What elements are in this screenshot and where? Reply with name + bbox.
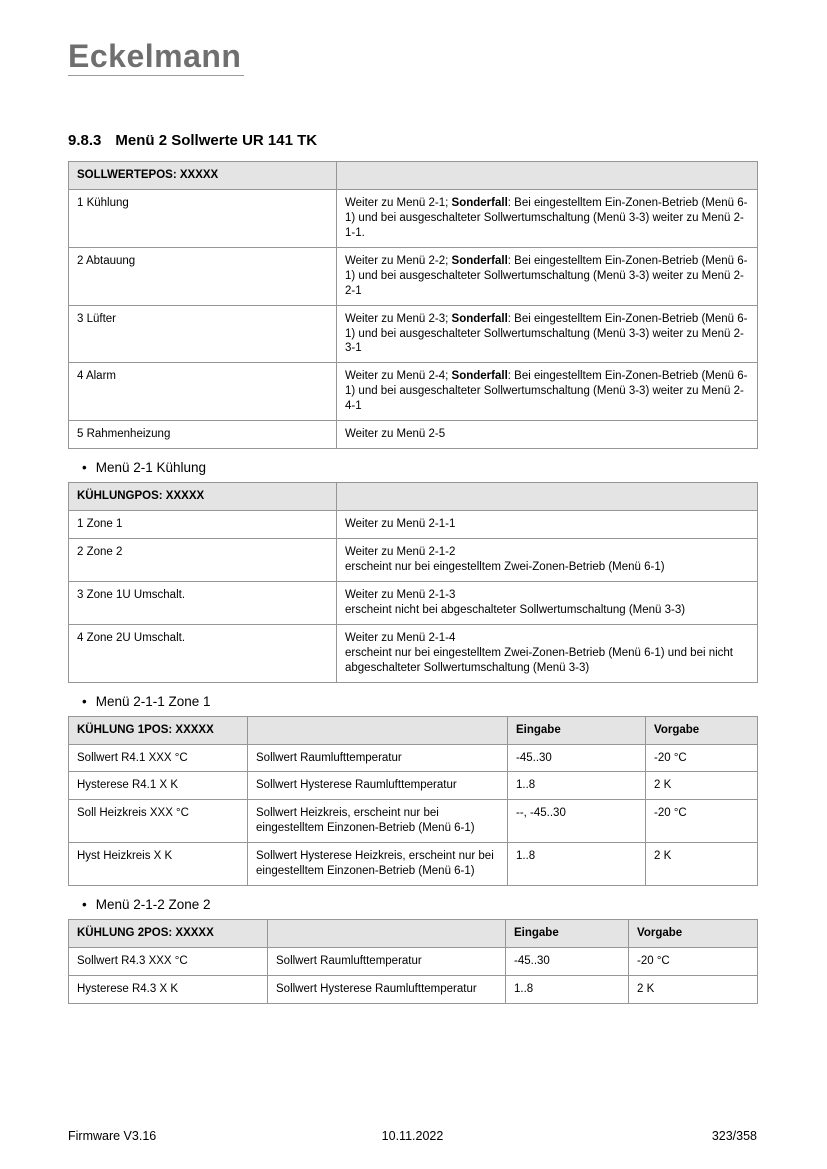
desc-text: Weiter zu Menü 2-5 [345, 428, 446, 441]
param-name: Hyst Heizkreis X K [69, 843, 248, 886]
table-header-empty [337, 483, 758, 511]
param-name: Sollwert R4.1 XXX °C [69, 744, 248, 772]
menu-item-description [337, 189, 758, 247]
menu-item-label: 2 Zone 2 [69, 539, 337, 582]
desc-text: Weiter zu Menü 2-2; [345, 254, 452, 267]
desc-text: : Bei eingestelltem Ein-Zonen-Betrieb (Menü 6-1) und bei ausgeschalteter Sollwertumschaltung (Menü 3-3) weiter zu Menü 2-4-1 [345, 370, 748, 413]
desc-line-2: erscheint nur bei eingestelltem Zwei-Zonen-Betrieb (Menü 6-1) und bei nicht abgeschalteter Sollwertumschaltung (Menü 3-3) [345, 646, 734, 674]
desc-line-1: Weiter zu Menü 2-1-1 [345, 518, 456, 531]
menu-item-description [337, 305, 758, 363]
param-description: Sollwert Heizkreis, erscheint nur bei eingestelltem Einzonen-Betrieb (Menü 6-1) [248, 800, 508, 843]
eckelmann-logo-text: Eckelmann [68, 38, 242, 74]
menu-item-label: 3 Lüfter [69, 305, 337, 363]
desc-text: Weiter zu Menü 2-1; [345, 196, 452, 209]
bullet-heading-menu-2-1-1: • Menü 2-1-1 Zone 1 [82, 694, 757, 709]
footer-firmware-version: Firmware V3.16 [68, 1129, 157, 1143]
desc-text: Weiter zu Menü 2-4; [345, 370, 452, 383]
desc-bold-text: Sonderfall [451, 254, 508, 267]
column-header-eingabe: Eingabe [508, 716, 646, 744]
table-row [69, 511, 758, 539]
menu-item-label: 2 Abtauung [69, 247, 337, 305]
desc-bold-text: Sonderfall [451, 370, 508, 383]
param-name: Sollwert R4.3 XXX °C [69, 948, 268, 976]
menu-item-label: 3 Zone 1U Umschalt. [69, 581, 337, 624]
desc-text: : Bei eingestelltem Ein-Zonen-Betrieb (Menü 6-1) und bei ausgeschalteter Sollwertumschaltung (Menü 3-3) weiter zu Menü 2-3-1 [345, 312, 748, 355]
menu-item-description [337, 247, 758, 305]
table-header-row [69, 920, 758, 948]
table-row [69, 948, 758, 976]
menu-item-description [337, 624, 758, 682]
param-eingabe: --, -45..30 [508, 800, 646, 843]
bullet-heading-menu-2-1: • Menü 2-1 Kühlung [82, 460, 757, 475]
menu-item-label: 1 Kühlung [69, 189, 337, 247]
page-footer [68, 1129, 757, 1143]
desc-text: : Bei eingestelltem Ein-Zonen-Betrieb (Menü 6-1) und bei ausgeschalteter Sollwertumschaltung (Menü 3-3) weiter zu Menü 2-1-1. [345, 196, 748, 239]
section-number: 9.8.3 [68, 132, 102, 149]
menu-item-description [337, 363, 758, 421]
param-name: Hysterese R4.3 X K [69, 976, 268, 1004]
column-header-vorgabe: Vorgabe [646, 716, 758, 744]
param-eingabe: 1..8 [506, 976, 629, 1004]
zone1-table [68, 716, 758, 887]
desc-text: Weiter zu Menü 2-3; [345, 312, 452, 325]
bullet-heading-menu-2-1-2: • Menü 2-1-2 Zone 2 [82, 897, 757, 912]
menu-item-label: 4 Alarm [69, 363, 337, 421]
param-eingabe: -45..30 [508, 744, 646, 772]
logo [68, 40, 757, 76]
column-header-vorgabe: Vorgabe [629, 920, 758, 948]
param-vorgabe: 2 K [646, 772, 758, 800]
param-description: Sollwert Hysterese Raumlufttemperatur [248, 772, 508, 800]
table-row [69, 247, 758, 305]
desc-line-2: erscheint nicht bei abgeschalteter Sollwertumschaltung (Menü 3-3) [345, 603, 686, 616]
desc-bold-text: Sonderfall [451, 196, 508, 209]
footer-date: 10.11.2022 [381, 1129, 444, 1143]
table-row [69, 624, 758, 682]
param-description: Sollwert Hysterese Raumlufttemperatur [268, 976, 506, 1004]
section-title: Menü 2 Sollwerte UR 141 TK [115, 132, 318, 149]
logo-underline [68, 75, 244, 76]
section-heading [68, 132, 757, 149]
table-row [69, 581, 758, 624]
desc-bold-text: Sonderfall [451, 312, 508, 325]
param-vorgabe: 2 K [629, 976, 758, 1004]
footer-page-number: 323/358 [711, 1129, 757, 1143]
param-vorgabe: -20 °C [629, 948, 758, 976]
table-header-empty [248, 716, 508, 744]
kuehlung-table [68, 482, 758, 682]
desc-text: : Bei eingestelltem Ein-Zonen-Betrieb (Menü 6-1) und bei ausgeschalteter Sollwertumschaltung (Menü 3-3) weiter zu Menü 2-2-1 [345, 254, 748, 297]
menu-item-description [337, 511, 758, 539]
table-header-label: KÜHLUNG 2POS: XXXXX [69, 920, 268, 948]
param-eingabe: 1..8 [508, 843, 646, 886]
desc-line-1: Weiter zu Menü 2-1-4 [345, 631, 456, 644]
table-row [69, 744, 758, 772]
table-row [69, 800, 758, 843]
menu-item-label: 4 Zone 2U Umschalt. [69, 624, 337, 682]
table-header-empty [337, 162, 758, 190]
table-row [69, 189, 758, 247]
table-header-empty [268, 920, 506, 948]
table-row [69, 421, 758, 449]
desc-line-1: Weiter zu Menü 2-1-2 [345, 546, 456, 558]
table-header-row [69, 483, 758, 511]
desc-line-1: Weiter zu Menü 2-1-3 [345, 588, 456, 601]
table-header-label: KÜHLUNG 1POS: XXXXX [69, 716, 248, 744]
menu-item-description [337, 539, 758, 582]
param-eingabe: 1..8 [508, 772, 646, 800]
menu-item-description [337, 581, 758, 624]
table-header-row [69, 162, 758, 190]
table-row [69, 539, 758, 582]
table-row [69, 772, 758, 800]
param-description: Sollwert Raumlufttemperatur [248, 744, 508, 772]
sollwerte-table [68, 161, 758, 449]
param-name: Hysterese R4.1 X K [69, 772, 248, 800]
param-vorgabe: -20 °C [646, 744, 758, 772]
param-name: Soll Heizkreis XXX °C [69, 800, 248, 843]
table-row [69, 305, 758, 363]
desc-line-2: erscheint nur bei eingestelltem Zwei-Zonen-Betrieb (Menü 6-1) [345, 560, 665, 573]
table-header-label: KÜHLUNGPOS: XXXXX [69, 483, 337, 511]
table-header-label: SOLLWERTEPOS: XXXXX [69, 162, 337, 190]
param-vorgabe: 2 K [646, 843, 758, 886]
table-row [69, 843, 758, 886]
column-header-eingabe: Eingabe [506, 920, 629, 948]
param-description: Sollwert Hysterese Heizkreis, erscheint nur bei eingestelltem Einzonen-Betrieb (Menü 6-1) [248, 843, 508, 886]
menu-item-label: 5 Rahmenheizung [69, 421, 337, 449]
menu-item-description [337, 421, 758, 449]
param-vorgabe: -20 °C [646, 800, 758, 843]
param-description: Sollwert Raumlufttemperatur [268, 948, 506, 976]
table-row [69, 363, 758, 421]
menu-item-label: 1 Zone 1 [69, 511, 337, 539]
param-eingabe: -45..30 [506, 948, 629, 976]
zone2-table [68, 919, 758, 1004]
table-row [69, 976, 758, 1004]
table-header-row [69, 716, 758, 744]
